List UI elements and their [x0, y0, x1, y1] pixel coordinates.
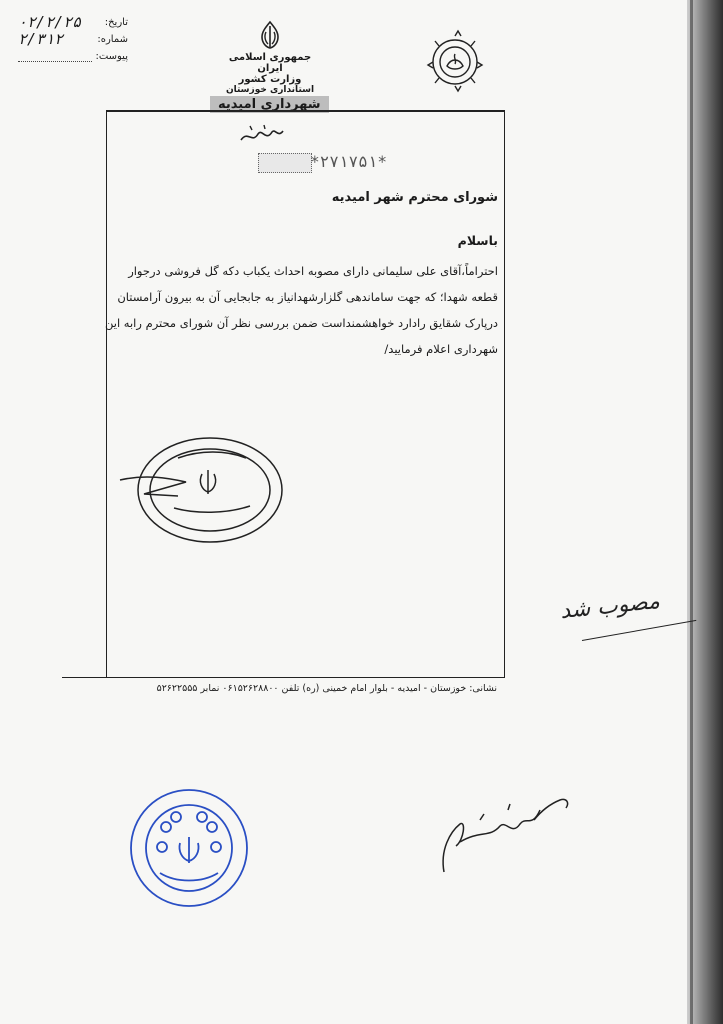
attachment-row — [18, 48, 128, 65]
municipality-logo — [425, 28, 485, 98]
letter-meta — [18, 14, 128, 65]
municipality-title: شهرداری امیدیه — [210, 96, 329, 113]
letter-greeting: باسلام — [457, 233, 498, 248]
handwritten-initial-signature — [238, 122, 286, 148]
number-label: شماره: — [97, 34, 128, 45]
gov-line-1: جمهوری اسلامی ایران — [228, 52, 312, 74]
registration-number: *۲۷۱۷۵۱* — [310, 152, 388, 171]
approval-underline — [582, 620, 696, 641]
date-value: ۰۲/۲/۲۵ — [18, 13, 82, 31]
government-emblem-block — [220, 20, 320, 95]
handwritten-signature — [420, 780, 580, 880]
footer-address: نشانی: خوزستان - امیدیه - بلوار امام خمینی (ره) تلفن ۰۶۱۵۲۶۲۸۸۰۰ نمابر ۵۲۶۲۲۵۵۵ — [156, 683, 497, 694]
body-line-1: احتراماً،آقای علی سلیمانی دارای مصوبه احداث یکباب دکه گل فروشی درجوار — [128, 264, 498, 278]
gov-line-3: استانداری خوزستان — [225, 85, 315, 95]
letter-body — [105, 258, 498, 362]
page-edge-line — [690, 0, 693, 1024]
city-council-seal-stamp — [126, 785, 252, 911]
attachment-label: پیوست: — [95, 51, 128, 62]
iran-emblem-icon — [256, 20, 284, 50]
municipality-logo-icon — [425, 28, 485, 98]
number-row — [18, 31, 128, 48]
date-row — [18, 14, 128, 31]
body-line-3: درپارک شقایق رادارد خواهشمنداست ضمن بررسی نظر آن شورای محترم رابه این — [105, 316, 498, 330]
letter-addressee: شورای محترم شهر امیدیه — [331, 190, 498, 205]
body-line-4: شهرداری اعلام فرمایید/ — [384, 342, 498, 356]
number-value: ۲/۳۱۲ — [18, 30, 64, 48]
footer-divider — [62, 677, 501, 678]
municipality-seal-stamp — [116, 430, 292, 550]
gov-line-2: وزارت کشور — [238, 74, 302, 85]
body-line-2: قطعه شهدا؛ که جهت ساماندهی گلزارشهدانیاز به جابجایی آن به بیرون آرامستان — [117, 290, 498, 304]
date-label: تاریخ: — [104, 17, 128, 28]
attachment-line — [18, 61, 92, 62]
registration-stamp — [258, 153, 312, 173]
handwritten-approval-note: مصوب شد — [558, 588, 661, 625]
